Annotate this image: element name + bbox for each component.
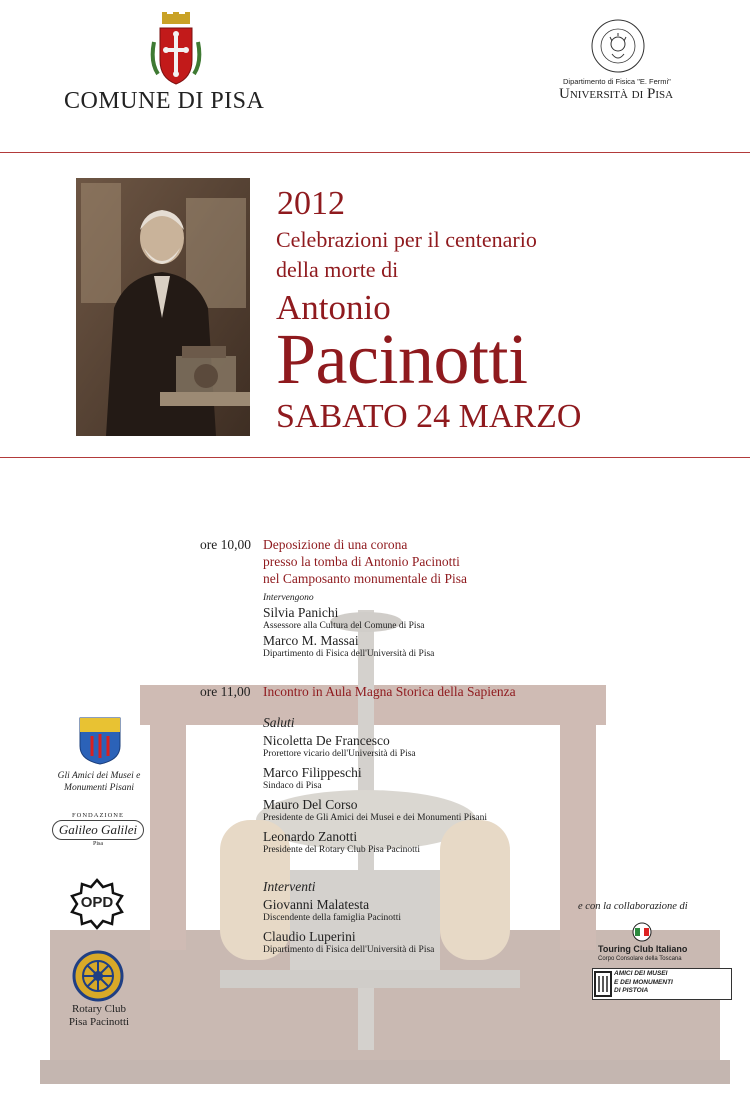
amici-pistoia-line: AMICI DEI MUSEI xyxy=(614,970,668,977)
speaker-entry xyxy=(263,633,434,660)
speaker-entry xyxy=(263,605,424,632)
slot-1-line: presso la tomba di Antonio Pacinotti xyxy=(263,554,460,569)
amici-musei-caption-2: Monumenti Pisani xyxy=(64,783,134,793)
interventi-label: Interventi xyxy=(263,879,316,894)
speaker-role: Dipartimento di Fisica dell'Università di Pisa xyxy=(263,649,435,659)
speaker-entry xyxy=(263,929,434,956)
slot-1-line: nel Camposanto monumentale di Pisa xyxy=(263,571,467,586)
speaker-role: Assessore alla Cultura del Comune di Pisa xyxy=(263,621,425,631)
subtitle-line-2: della morte di xyxy=(276,257,399,282)
amici-musei-caption-1: Gli Amici dei Musei e xyxy=(57,771,141,781)
intervengono-label: Intervengono xyxy=(263,593,314,603)
galileo-fondazione-text: FONDAZIONE xyxy=(72,812,124,819)
speaker-name: Giovanni Malatesta xyxy=(263,897,370,912)
top-divider xyxy=(0,152,750,153)
speaker-name: Marco Filippeschi xyxy=(263,765,362,780)
speaker-name: Leonardo Zanotti xyxy=(263,829,358,844)
collaboration-label: e con la collaborazione di xyxy=(578,901,688,912)
comune-crest-logo xyxy=(148,12,204,92)
speaker-name: Claudio Luperini xyxy=(263,929,356,944)
speaker-name: Nicoletta De Francesco xyxy=(263,733,390,748)
speaker-name: Silvia Panichi xyxy=(263,605,339,620)
university-department: Dipartimento di Fisica "E. Fermi" xyxy=(563,77,671,86)
slot-1-description xyxy=(263,536,467,587)
speaker-entry xyxy=(263,733,416,760)
rotary-caption-1: Rotary Club xyxy=(71,1003,127,1015)
subtitle-line-1: Celebrazioni per il centenario xyxy=(276,227,537,252)
speaker-entry xyxy=(263,829,420,856)
touring-club-name: Touring Club Italiano xyxy=(598,944,688,954)
speaker-role: Dipartimento di Fisica dell'Università di Pisa xyxy=(263,945,435,955)
opd-text: OPD xyxy=(80,894,114,911)
honoree-first-name: Antonio xyxy=(276,288,391,327)
slot-2-title: Incontro in Aula Magna Storica della Sapienza xyxy=(263,684,516,699)
speaker-role: Prorettore vicario dell'Università di Pisa xyxy=(263,749,416,759)
speaker-role: Discendente della famiglia Pacinotti xyxy=(263,913,401,923)
fondazione-galileo-logo xyxy=(48,812,148,852)
speaker-name: Marco M. Massai xyxy=(263,633,359,648)
opd-logo xyxy=(70,878,124,930)
slot-1-time: ore 10,00 xyxy=(200,537,251,552)
event-year: 2012 xyxy=(277,185,345,222)
amici-pistoia-line: DI PISTOIA xyxy=(614,987,649,994)
comune-name: COMUNE DI PISA xyxy=(64,88,265,114)
touring-club-flag-icon xyxy=(630,922,654,942)
speaker-role: Presidente de Gli Amici dei Musei e dei Monumenti Pisani xyxy=(263,813,488,823)
speaker-entry xyxy=(263,797,487,824)
speaker-entry xyxy=(263,897,401,924)
slot-2-time: ore 11,00 xyxy=(200,684,251,699)
rotary-caption-2: Pisa Pacinotti xyxy=(68,1016,130,1028)
speaker-role: Sindaco di Pisa xyxy=(263,781,322,791)
saluti-label: Saluti xyxy=(263,715,295,730)
slot-1-line: Deposizione di una corona xyxy=(263,537,408,552)
pacinotti-portrait-photo xyxy=(76,178,250,436)
galileo-pisa-text: Pisa xyxy=(92,841,103,847)
touring-club-subtitle: Corpo Consolare della Toscana xyxy=(598,956,682,962)
amici-musei-pisani-logo xyxy=(78,716,122,766)
speaker-role: Presidente del Rotary Club Pisa Pacinotti xyxy=(263,845,420,855)
amici-pistoia-text xyxy=(614,970,673,996)
speaker-name: Mauro Del Corso xyxy=(263,797,358,812)
honoree-surname: Pacinotti xyxy=(276,319,528,399)
university-seal-logo xyxy=(590,18,646,74)
speaker-entry xyxy=(263,765,362,792)
rotary-wheel-logo xyxy=(72,950,124,1002)
event-date: SABATO 24 MARZO xyxy=(276,398,582,435)
amici-pistoia-line: E DEI MONUMENTI xyxy=(614,978,673,986)
university-name: Università di Pisa xyxy=(559,86,674,102)
bottom-divider xyxy=(0,457,750,458)
galileo-signature: Galileo Galilei xyxy=(52,820,144,840)
